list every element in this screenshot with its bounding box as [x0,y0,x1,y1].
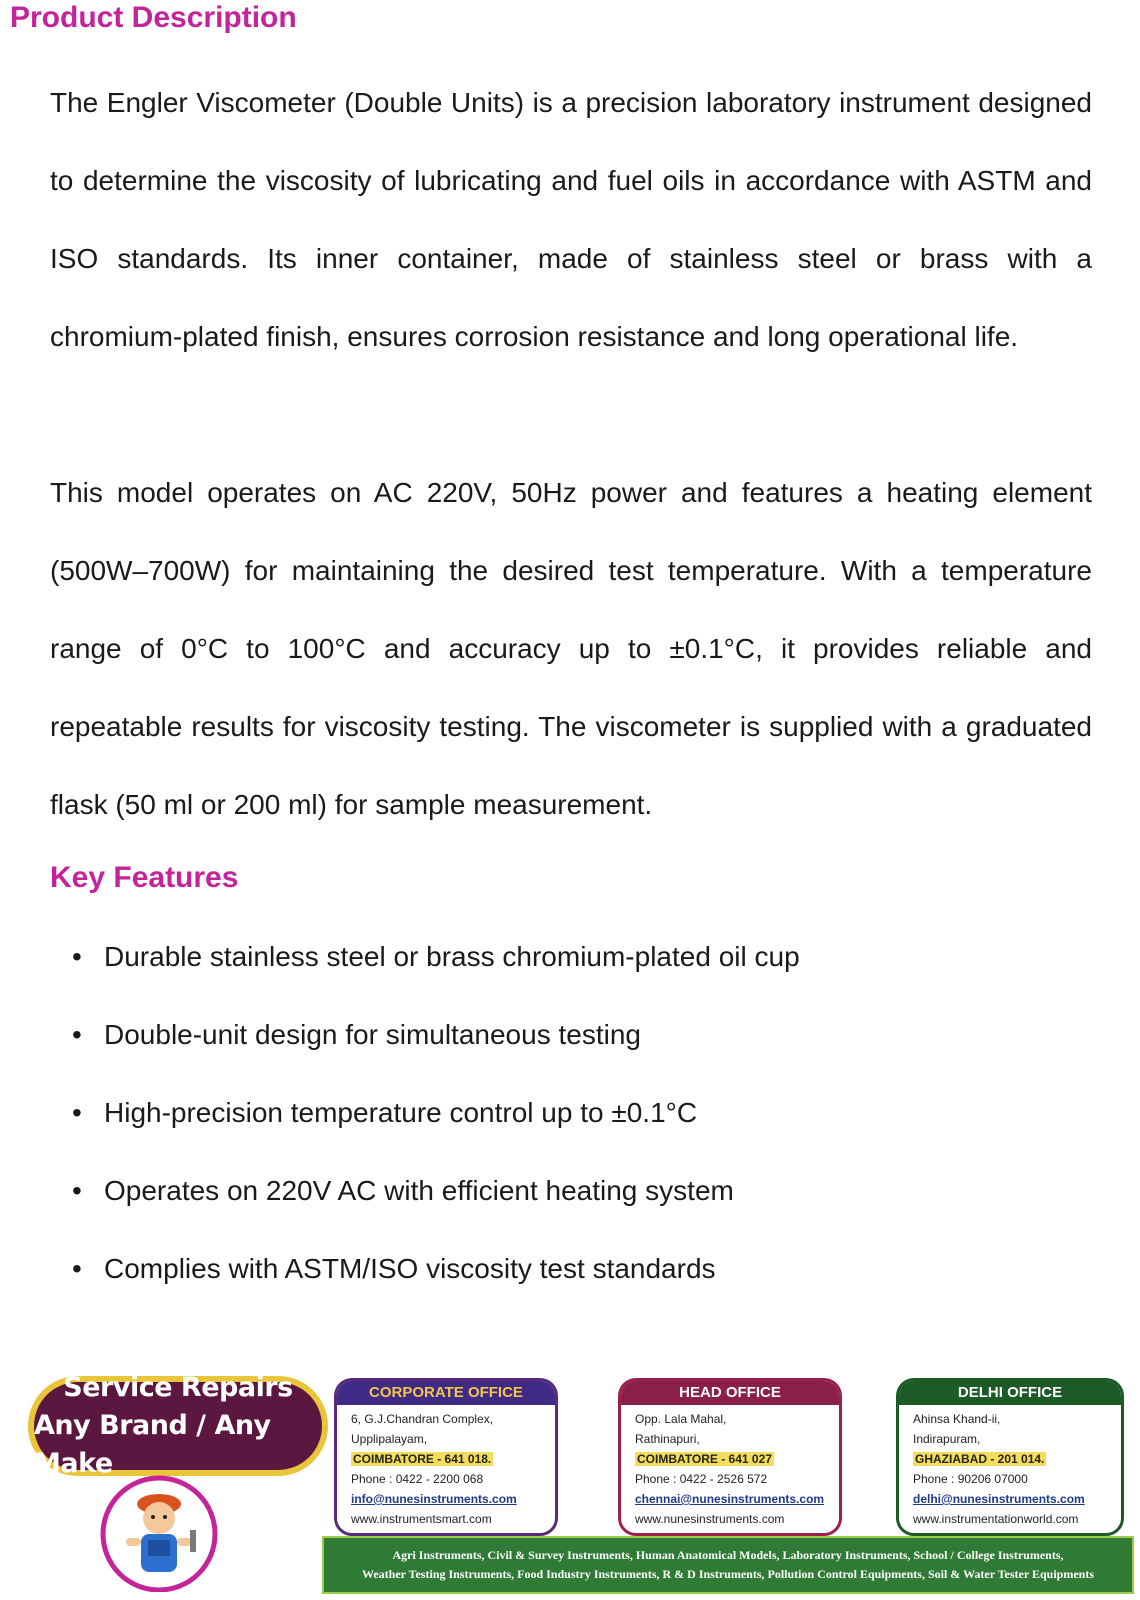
office-address-line: Rathinapuri, [635,1432,700,1446]
bullet-icon: • [72,1019,82,1050]
list-item [72,1230,800,1308]
office-phone: Phone : 90206 07000 [913,1472,1028,1486]
bullet-icon: • [72,1097,82,1128]
repairman-mascot-icon [96,1474,222,1592]
product-categories-bar [322,1536,1134,1594]
office-website-link[interactable]: www.nunesinstruments.com [635,1512,785,1526]
key-features-title: Key Features [50,861,239,894]
head-office-card [618,1378,842,1536]
office-address-line: Ahinsa Khand-ii, [913,1412,1001,1426]
feature-text: Double-unit design for simultaneous testing [104,1019,641,1050]
office-title: HEAD OFFICE [621,1381,839,1405]
service-repairs-badge [28,1372,328,1479]
office-email-link[interactable]: info@nunesinstruments.com [351,1492,517,1506]
office-address-line: 6, G.J.Chandran Complex, [351,1412,494,1426]
office-phone: Phone : 0422 - 2526 572 [635,1472,768,1486]
list-item [72,1074,800,1152]
categories-line-2: Weather Testing Instruments, Food Industry Instruments, R & D Instruments, Pollution Control Equipments, Soil & Water Tester Equipments [362,1567,1094,1581]
list-item [72,996,800,1074]
feature-text: Durable stainless steel or brass chromium-plated oil cup [104,941,800,972]
service-line-1: Service Repairs [63,1372,293,1403]
feature-text: Operates on 220V AC with efficient heating system [104,1175,734,1206]
list-item [72,918,800,996]
office-address-line: Indirapuram, [913,1432,981,1446]
description-paragraph-1: The Engler Viscometer (Double Units) is a precision laboratory instrument designed to determine the viscosity of lubricating and fuel oils in accordance with ASTM and ISO standards. Its inner container, made of stainless steel or brass with a chromium-plated finish, ensures corrosion resistance and long operational life. [50,87,1092,352]
description-paragraph-2: This model operates on AC 220V, 50Hz power and features a heating element (500W–700W) for maintaining the desired test temperature. With a temperature range of 0°C to 100°C and accuracy up to ±0.1°C, it provides reliable and repeatable results for viscosity testing. The viscometer is supplied with a graduated flask (50 ml or 200 ml) for sample measurement. [50,477,1092,820]
corporate-office-card [334,1378,558,1536]
office-city: COIMBATORE - 641 018. [353,1452,492,1466]
office-website-link[interactable]: www.instrumentationworld.com [913,1512,1079,1526]
office-phone: Phone : 0422 - 2200 068 [351,1472,484,1486]
bullet-icon: • [72,941,82,972]
feature-text: High-precision temperature control up to ±0.1°C [104,1097,698,1128]
bullet-icon: • [72,1175,82,1206]
feature-list [72,918,800,1308]
feature-text: Complies with ASTM/ISO viscosity test standards [104,1253,716,1284]
page-title: Product Description [10,1,297,34]
office-city: COIMBATORE - 641 027 [637,1452,772,1466]
delhi-office-card [896,1378,1124,1536]
office-email-link[interactable]: delhi@nunesinstruments.com [913,1492,1085,1506]
office-title: DELHI OFFICE [899,1381,1121,1405]
office-city: GHAZIABAD - 201 014. [915,1452,1045,1466]
office-address-line: Opp. Lala Mahal, [635,1412,727,1426]
office-title: CORPORATE OFFICE [337,1381,555,1405]
footer-banner [0,1370,1140,1600]
list-item [72,1152,800,1230]
office-email-link[interactable]: chennai@nunesinstruments.com [635,1492,825,1506]
bullet-icon: • [72,1253,82,1284]
service-badge-inner [34,1372,322,1479]
service-line-2: Any Brand / Any Make [34,1410,271,1479]
office-website-link[interactable]: www.instrumentsmart.com [351,1512,492,1526]
categories-line-1: Agri Instruments, Civil & Survey Instruments, Human Anatomical Models, Laboratory Instruments, School / College Instruments, [392,1548,1064,1562]
office-address-line: Upplipalayam, [351,1432,428,1446]
